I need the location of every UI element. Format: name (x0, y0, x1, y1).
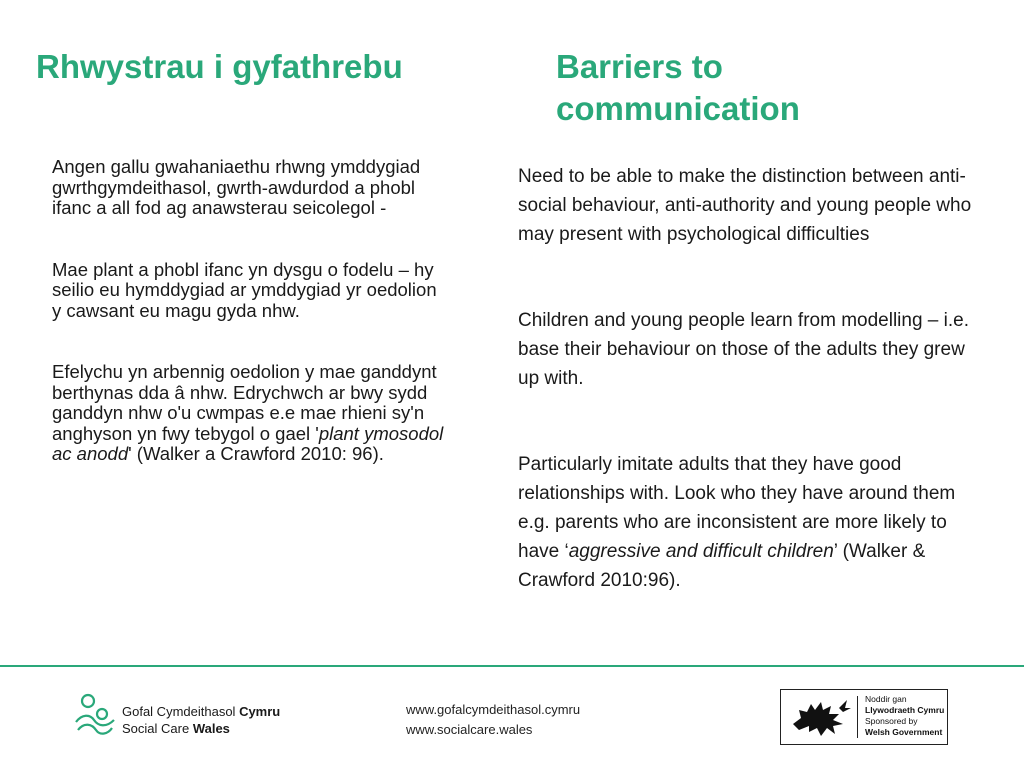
welsh-p3-end: ' (Walker a Crawford 2010: 96). (128, 443, 384, 464)
english-p3-end: ’ (Walker & Crawford 2010:96). (518, 541, 926, 591)
sponsor-line-4: Welsh Government (865, 727, 943, 737)
welsh-government-sponsor-badge (780, 689, 948, 745)
english-paragraph-1: Need to be able to make the distinction between anti-social behaviour, anti-authority and young people who may present with psychological difficulties (518, 166, 972, 245)
people-icon (72, 692, 118, 738)
sponsor-line-2: Llywodraeth Cymru (865, 705, 945, 715)
sponsor-divider (857, 696, 858, 738)
logo-text (122, 703, 280, 737)
dragon-icon (787, 694, 853, 740)
logo-line1-bold: Cymru (239, 704, 281, 719)
welsh-p3-start: Efelychu yn arbennig oedolion y mae ganddynt berthynas dda â nhw. Edrychwch ar bwy sydd ganddyn nhw o'u cwmpas e.e mae rhieni sy'n anghyson yn fwy tebygol o gael ' (52, 361, 437, 444)
english-p3-start: Particularly imitate adults that they have good relationships with. Look who they have around them e.g. parents who are inconsistent are more likely to have ‘ (518, 454, 956, 562)
sponsor-text (865, 694, 944, 738)
sponsor-line-3: Sponsored by (865, 716, 918, 726)
english-paragraph-2: Children and young people learn from modelling – i.e. base their behaviour on those of the adults they grew up with. (518, 310, 969, 389)
logo-line1-normal: Gofal Cymdeithasol (122, 704, 240, 719)
welsh-paragraph-2: Mae plant a phobl ifanc yn dysgu o fodelu – hy seilio eu hymddygiad ar ymddygiad yr oedolion y cawsant eu magu gyda nhw. (52, 258, 437, 321)
title-welsh: Rhwystrau i gyfathrebu (36, 48, 403, 85)
sponsor-line-1: Noddir gan (865, 694, 907, 704)
welsh-p3-italic: plant ymosodol ac anodd (52, 422, 444, 464)
url-english-link[interactable]: www.socialcare.wales (406, 722, 533, 737)
welsh-paragraph-1: Angen gallu gwahaniaethu rhwng ymddygiad gwrthgymdeithasol, gwrth-awdurdod a phobl ifanc a all fod ag anawsterau seicolegol - (52, 156, 421, 218)
english-paragraph-3 (518, 450, 988, 595)
logo-line2-normal: Social Care (122, 721, 193, 736)
welsh-paragraph-3 (52, 362, 447, 465)
footer-divider (0, 665, 1024, 667)
welsh-column (52, 157, 447, 465)
footer-urls (406, 700, 580, 740)
logo-line2-bold: Wales (192, 721, 230, 736)
url-welsh-link[interactable]: www.gofalcymdeithasol.cymru (406, 702, 581, 717)
english-column (518, 162, 988, 595)
english-p3-italic: aggressive and difficult children (568, 541, 834, 562)
social-care-wales-logo (72, 690, 292, 740)
title-english: Barriers to communication (556, 48, 800, 127)
